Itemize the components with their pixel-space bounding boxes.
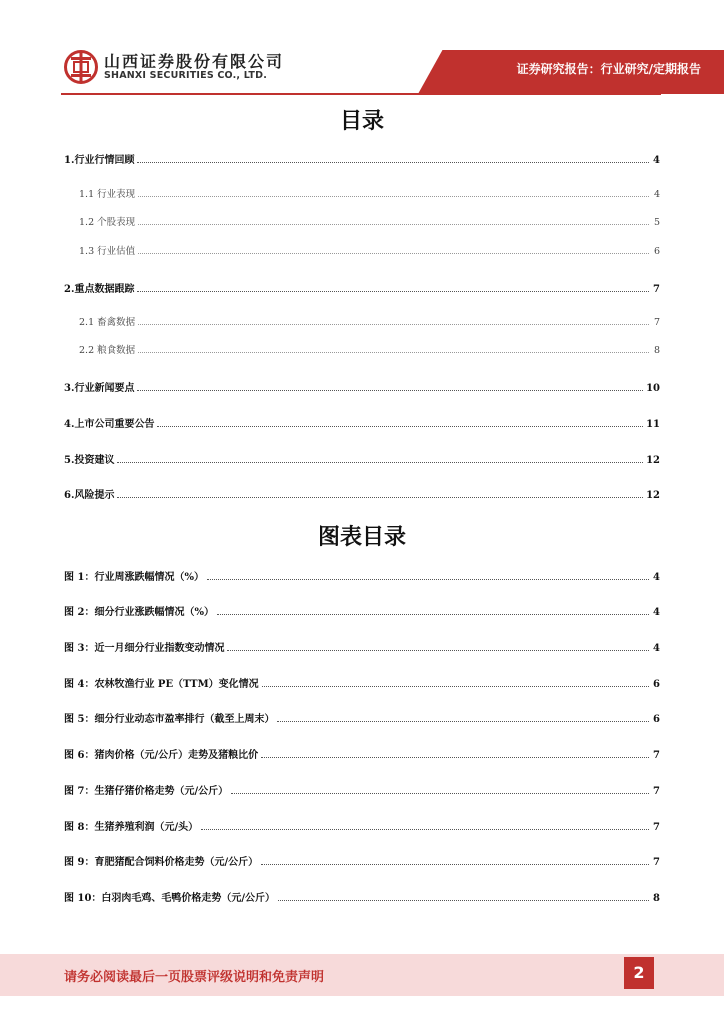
toc-item-label: 1.3 行业估值 bbox=[79, 246, 136, 257]
toc-item-page: 12 bbox=[646, 490, 660, 501]
page-header bbox=[0, 0, 724, 100]
figure-item-page: 4 bbox=[653, 607, 660, 618]
toc-item[interactable] bbox=[79, 186, 660, 200]
figure-item-page: 7 bbox=[653, 750, 660, 761]
toc-item-page: 8 bbox=[653, 345, 660, 356]
toc-item-page: 6 bbox=[653, 246, 660, 257]
figure-item[interactable] bbox=[64, 782, 660, 797]
toc-item-page: 11 bbox=[646, 419, 660, 430]
figure-item-label: 图 9：育肥猪配合饲料价格走势（元/公斤） bbox=[64, 857, 259, 868]
figure-item-label: 图 1：行业周涨跌幅情况（%） bbox=[64, 572, 204, 583]
figure-list-title: 图表目录 bbox=[317, 525, 406, 550]
figure-item[interactable] bbox=[64, 818, 660, 833]
toc-item-page: 4 bbox=[653, 189, 660, 200]
figure-item-label: 图 2：细分行业涨跌幅情况（%） bbox=[64, 607, 214, 618]
figure-item-page: 4 bbox=[653, 643, 660, 654]
figure-item-label: 图 10：白羽肉毛鸡、毛鸭价格走势（元/公斤） bbox=[64, 893, 276, 904]
figure-item[interactable] bbox=[64, 710, 660, 725]
figure-item[interactable] bbox=[64, 639, 660, 654]
figure-item-page: 8 bbox=[653, 893, 660, 904]
toc-title: 目录 bbox=[339, 109, 384, 134]
toc-item[interactable] bbox=[79, 243, 660, 257]
toc-item-label: 1.行业行情回顾 bbox=[64, 155, 135, 166]
toc-item-label: 4.上市公司重要公告 bbox=[64, 419, 155, 430]
toc-item-page: 7 bbox=[653, 284, 660, 295]
figure-item-page: 6 bbox=[653, 714, 660, 725]
figure-item-label: 图 3：近一月细分行业指数变动情况 bbox=[64, 643, 225, 654]
figure-item-page: 7 bbox=[653, 786, 660, 797]
toc-item[interactable] bbox=[79, 314, 660, 328]
figure-item[interactable] bbox=[64, 603, 660, 618]
toc-item-label: 3.行业新闻要点 bbox=[64, 383, 135, 394]
toc-item[interactable] bbox=[64, 379, 660, 394]
toc-item[interactable] bbox=[64, 151, 660, 166]
toc-item-page: 12 bbox=[646, 455, 660, 466]
figure-item-page: 7 bbox=[653, 822, 660, 833]
figure-item[interactable] bbox=[64, 889, 660, 904]
figure-item[interactable] bbox=[64, 568, 660, 583]
report-type-label: 证券研究报告：行业研究/定期报告 bbox=[516, 62, 701, 76]
toc-item-page: 4 bbox=[653, 155, 660, 166]
toc-item-label: 6.风险提示 bbox=[64, 490, 115, 501]
toc-item[interactable] bbox=[64, 415, 660, 430]
company-name-cn: 山西证券股份有限公司 bbox=[104, 52, 285, 71]
toc-item[interactable] bbox=[79, 214, 660, 228]
figure-item-label: 图 5：细分行业动态市盈率排行（截至上周末） bbox=[64, 714, 275, 725]
toc-item-label: 2.1 畜禽数据 bbox=[79, 317, 136, 328]
toc-item[interactable] bbox=[79, 342, 660, 356]
figure-item-page: 4 bbox=[653, 572, 660, 583]
toc-item[interactable] bbox=[64, 451, 660, 466]
toc-item-label: 2.2 粮食数据 bbox=[79, 345, 136, 356]
toc-item-label: 5.投资建议 bbox=[64, 455, 115, 466]
toc-item-page: 7 bbox=[653, 317, 660, 328]
figure-item-label: 图 7：生猪仔猪价格走势（元/公斤） bbox=[64, 786, 229, 797]
toc-item[interactable] bbox=[64, 486, 660, 501]
company-name-en: SHANXI SECURITIES CO., LTD. bbox=[104, 70, 268, 81]
figure-item-label: 图 4：农林牧渔行业 PE（TTM）变化情况 bbox=[64, 679, 259, 690]
toc-item-label: 1.2 个股表现 bbox=[79, 217, 136, 228]
header-rule bbox=[61, 93, 661, 95]
toc-item-page: 10 bbox=[646, 383, 660, 394]
figure-item-page: 6 bbox=[653, 679, 660, 690]
figure-item[interactable] bbox=[64, 853, 660, 868]
figure-item-label: 图 8：生猪养殖利润（元/头） bbox=[64, 822, 199, 833]
toc-item[interactable] bbox=[64, 280, 660, 295]
toc-item-label: 2.重点数据跟踪 bbox=[64, 284, 135, 295]
company-logo-icon bbox=[64, 50, 98, 84]
figure-item-page: 7 bbox=[653, 857, 660, 868]
page-number: 2 bbox=[624, 957, 654, 989]
figure-item[interactable] bbox=[64, 746, 660, 761]
footer-disclaimer: 请务必阅读最后一页股票评级说明和免责声明 bbox=[64, 970, 325, 985]
toc-item-label: 1.1 行业表现 bbox=[79, 189, 136, 200]
figure-item[interactable] bbox=[64, 675, 660, 690]
figure-item-label: 图 6：猪肉价格（元/公斤）走势及猪粮比价 bbox=[64, 750, 259, 761]
toc-item-page: 5 bbox=[653, 217, 660, 228]
